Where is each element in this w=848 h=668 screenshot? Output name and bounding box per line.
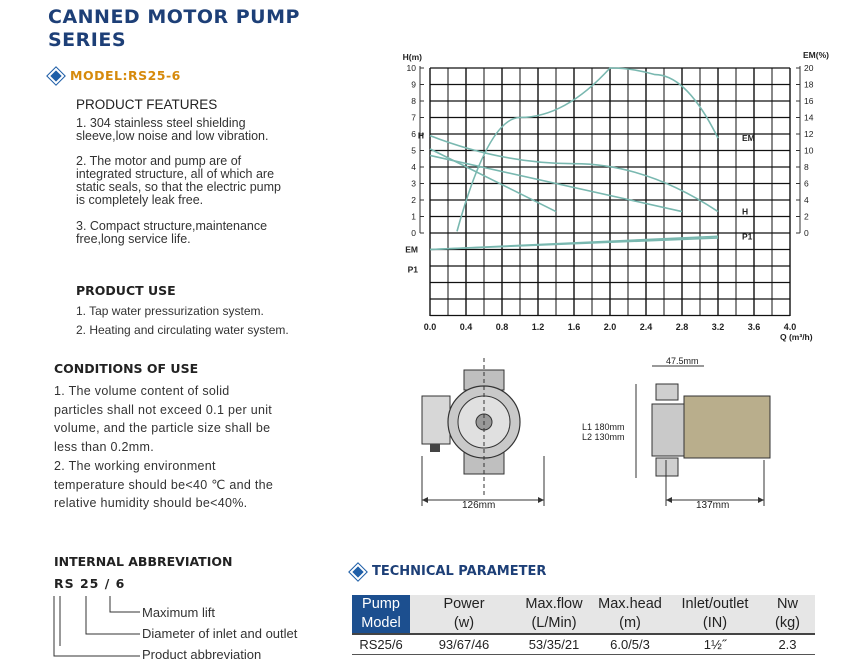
title-line-1: CANNED MOTOR PUMP <box>48 6 300 28</box>
technical-heading: TECHNICAL PARAMETER <box>372 564 547 579</box>
y-left-tick-label: 1 <box>411 211 416 222</box>
feature-item-3: 3. Compact structure,maintenance free,long service life. <box>76 219 268 246</box>
cell-model: RS25/6 <box>352 634 410 654</box>
abbreviation-code: RS 25 / 6 <box>54 576 126 591</box>
y-right-tick-label: 14 <box>804 112 814 123</box>
diamond-icon <box>48 67 65 84</box>
x-tick-label: 3.2 <box>711 322 725 332</box>
dimension-drawing <box>404 356 824 526</box>
x-tick-label: 2.0 <box>603 322 617 332</box>
model-row <box>50 68 181 83</box>
y-left-tick-label: 8 <box>411 96 416 106</box>
x-tick-label: 1.2 <box>531 322 545 332</box>
y-right-tick-label: 4 <box>804 195 809 205</box>
y-right-tick-label: 12 <box>804 129 814 139</box>
use-item-1: 1. Tap water pressurization system. <box>76 304 264 318</box>
x-tick-label: 0.8 <box>495 322 509 332</box>
dim-width-2: 137mm <box>696 500 730 511</box>
dim-l1: L1 180mm <box>582 422 625 432</box>
header-model: Pump Model <box>352 595 410 634</box>
performance-chart <box>360 46 840 346</box>
x-tick-label: 0.4 <box>459 322 473 332</box>
y-left-tick-label: 9 <box>411 79 416 90</box>
y-right-tick-label: 6 <box>804 178 809 189</box>
page-title <box>48 6 300 52</box>
x-tick-label: 0.0 <box>423 322 437 332</box>
cell-inlet: 1½˝ <box>670 634 760 654</box>
y-left-tick-label: 3 <box>411 178 416 189</box>
abbreviation-heading: INTERNAL ABBREVIATION <box>54 554 233 569</box>
table-row <box>352 634 815 654</box>
condition-item-2: 2. The working environment temperature should be<40 ℃ and the relative humidity should be<40%. <box>54 459 274 510</box>
series-label: H <box>417 130 424 141</box>
series-line-h <box>430 149 556 212</box>
spec-table <box>352 595 815 655</box>
series-label: EM <box>742 133 755 144</box>
header-head: Max.head (m) <box>590 595 670 634</box>
dim-top: 47.5mm <box>666 356 699 366</box>
abbreviation-leader-lines <box>48 588 148 668</box>
cell-power: 93/67/46 <box>410 634 518 654</box>
feature-item-1: 1. 304 stainless steel shielding sleeve,low noise and low vibration. <box>76 116 269 143</box>
conditions-heading: CONDITIONS OF USE <box>54 361 199 376</box>
header-inlet: Inlet/outlet (IN) <box>670 595 760 634</box>
performance-chart-svg <box>360 46 840 346</box>
x-tick-label: 1.6 <box>567 322 581 332</box>
series-label: P1 <box>407 264 418 275</box>
x-tick-label: 2.4 <box>639 322 653 332</box>
features-heading: PRODUCT FEATURES <box>76 97 218 112</box>
y-right-axis-label: EM(%) <box>803 50 829 60</box>
header-flow: Max.flow (L/Min) <box>518 595 590 634</box>
dim-width-1: 126mm <box>462 500 496 511</box>
x-tick-label: 4.0 <box>783 322 797 332</box>
y-left-tick-label: 10 <box>406 63 416 73</box>
y-left-tick-label: 6 <box>411 129 416 139</box>
title-line-2: SERIES <box>48 29 127 51</box>
spec-header-row <box>352 595 815 634</box>
model-label: MODEL:RS25-6 <box>70 68 181 83</box>
y-left-axis-label: H(m) <box>402 52 422 62</box>
feature-item-2: 2. The motor and pump are of integrated structure, all of which are static seals, so that the electric pump is completely leak free. <box>76 154 281 207</box>
y-right-tick-label: 20 <box>804 63 814 73</box>
header-nw: Nw (kg) <box>760 595 815 634</box>
abbreviation-line-3: Product abbreviation <box>142 647 262 662</box>
y-right-tick-label: 2 <box>804 211 809 222</box>
y-left-tick-label: 2 <box>411 195 416 205</box>
use-item-2: 2. Heating and circulating water system. <box>76 323 289 337</box>
header-power: Power (w) <box>410 595 518 634</box>
condition-item-1: 1. The volume content of solid particles shall not exceed 0.1 per unit volume, and the particle size shall be less than 0.2mm. <box>54 384 273 454</box>
abbreviation-line-2: Diameter of inlet and outlet <box>142 626 298 641</box>
abbreviation-line-1: Maximum lift <box>142 605 215 620</box>
y-right-tick-label: 18 <box>804 79 814 90</box>
technical-heading-row <box>352 564 546 579</box>
y-left-tick-label: 7 <box>411 112 416 123</box>
x-tick-label: 3.6 <box>747 322 761 332</box>
series-label: H <box>742 206 749 217</box>
series-line-em <box>457 68 718 231</box>
x-tick-label: 2.8 <box>675 322 689 332</box>
cell-flow: 53/35/21 <box>518 634 590 654</box>
series-label: EM <box>405 244 418 255</box>
y-left-tick-label: 4 <box>411 162 416 172</box>
x-axis-label: Q (m³/h) <box>780 332 813 342</box>
cell-nw: 2.3 <box>760 634 815 654</box>
diamond-icon <box>350 563 367 580</box>
y-left-tick-label: 5 <box>411 145 416 156</box>
cell-head: 6.0/5/3 <box>590 634 670 654</box>
dim-l2: L2 130mm <box>582 432 625 442</box>
y-right-tick-label: 10 <box>804 145 814 156</box>
y-right-tick-label: 16 <box>804 96 814 106</box>
series-label: P1 <box>742 231 753 242</box>
y-right-tick-label: 0 <box>804 228 809 238</box>
use-heading: PRODUCT USE <box>76 283 176 298</box>
y-left-tick-label: 0 <box>411 228 416 238</box>
y-right-tick-label: 8 <box>804 162 809 172</box>
